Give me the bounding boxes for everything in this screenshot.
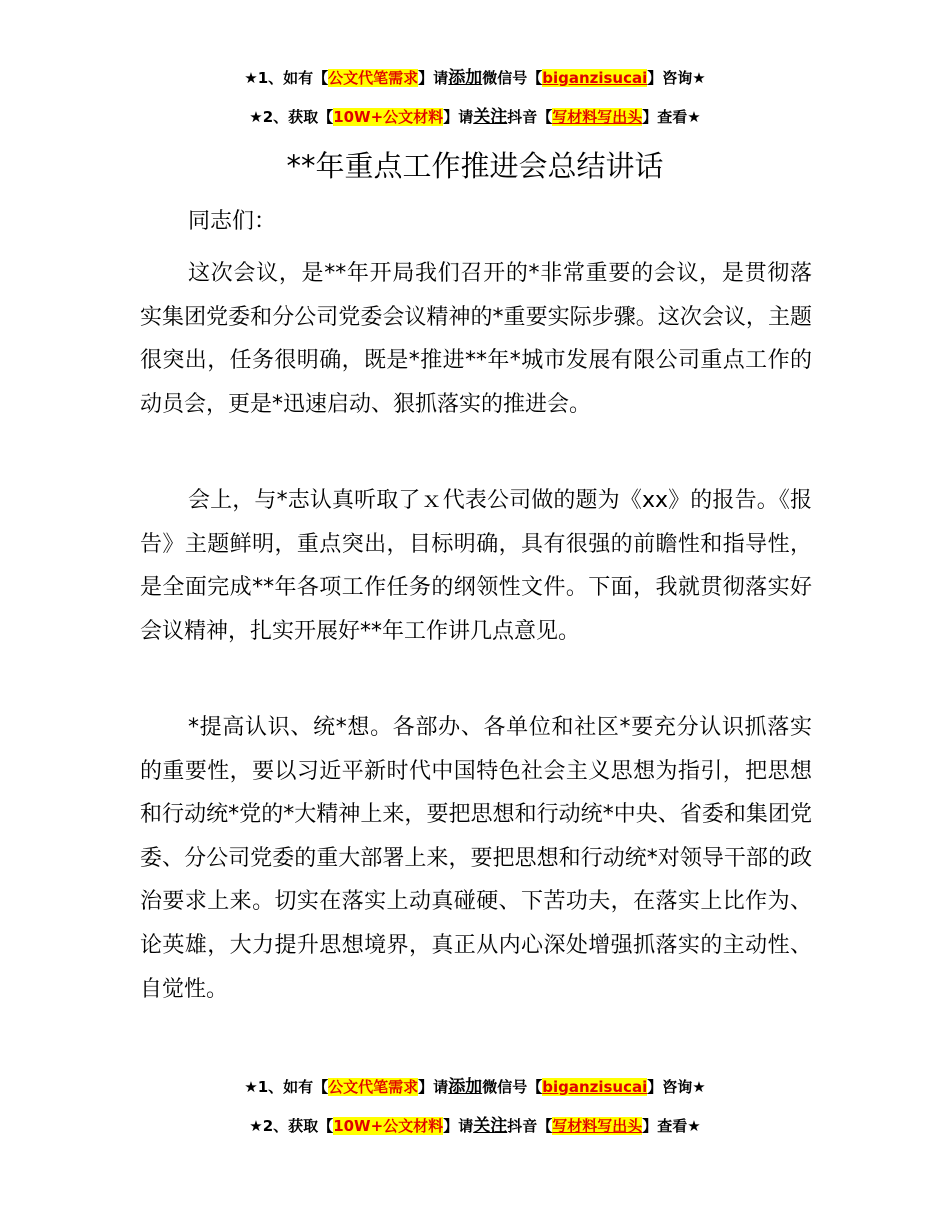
promo-line-douyin-bottom: [0, 1116, 950, 1136]
promo-text: 抖音【: [507, 108, 553, 126]
greeting: 同志们：: [188, 209, 277, 234]
promo-suffix: 】查看★: [642, 108, 701, 126]
paragraph-2: 会上，与*志认真听取了ｘ代表公司做的题为《xx》的报告。《报告》主题鲜明，重点突出，目标明确，具有很强的前瞻性和指导性，是全面完成**年各项工作任务的纲领性文件。下面，我就贯彻落实好会议精神，扎实开展好**年工作讲几点意见。: [140, 488, 812, 644]
promo-text: 微信号【: [482, 1078, 543, 1096]
promo-line-wechat: [0, 68, 950, 88]
promo-line-wechat-bottom: [0, 1077, 950, 1097]
promo-text: 】请: [418, 1078, 449, 1096]
promo-highlight-service: 公文代笔需求: [328, 1078, 419, 1096]
promo-emphasis: 关注: [473, 1116, 508, 1136]
promo-text: 】请: [443, 1117, 474, 1135]
document-title: **年重点工作推进会总结讲话: [286, 149, 664, 183]
promo-highlight-service: 公文代笔需求: [328, 69, 419, 87]
paragraph-1: 这次会议，是**年开局我们召开的*非常重要的会议，是贯彻落实集团党委和分公司党委会议精神的*重要实际步骤。这次会议，主题很突出，任务很明确，既是*推进**年*城市发展有限公司重点工作的动员会，更是*迅速启动、狠抓落实的推进会。: [140, 261, 812, 417]
promo-emphasis: 添加: [448, 1077, 483, 1097]
promo-text: 微信号【: [482, 69, 543, 87]
promo-highlight-douyin-id: 写材料写出头: [552, 108, 643, 126]
promo-highlight-wechat-id: biganzisucai: [542, 1078, 648, 1096]
promo-suffix: 】咨询★: [647, 1078, 706, 1096]
promo-prefix: ★2、获取【: [249, 1117, 334, 1135]
promo-prefix: ★2、获取【: [249, 108, 334, 126]
paragraph-3: *提高认识、统*想。各部办、各单位和社区*要充分认识抓落实的重要性，要以习近平新时代中国特色社会主义思想为指引，把思想和行动统*党的*大精神上来，要把思想和行动统*中央、省委和集团党委、分公司党委的重大部署上来，要把思想和行动统*对领导干部的政治要求上来。切实在落实上动真碰硬、下苦功夫，在落实上比作为、论英雄，大力提升思想境界，真正从内心深处增强抓落实的主动性、自觉性。: [140, 715, 812, 1002]
promo-highlight-wechat-id: biganzisucai: [542, 69, 648, 87]
promo-text: 】请: [443, 108, 474, 126]
promo-highlight-douyin-id: 写材料写出头: [552, 1117, 643, 1135]
promo-line-douyin: [0, 107, 950, 127]
promo-emphasis: 关注: [473, 107, 508, 127]
promo-text: 】请: [418, 69, 449, 87]
promo-prefix: ★1、如有【: [244, 69, 329, 87]
promo-highlight-materials: 10W+公文材料: [333, 1117, 444, 1135]
promo-emphasis: 添加: [448, 68, 483, 88]
promo-prefix: ★1、如有【: [244, 1078, 329, 1096]
promo-suffix: 】查看★: [642, 1117, 701, 1135]
promo-highlight-materials: 10W+公文材料: [333, 108, 444, 126]
promo-text: 抖音【: [507, 1117, 553, 1135]
promo-suffix: 】咨询★: [647, 69, 706, 87]
